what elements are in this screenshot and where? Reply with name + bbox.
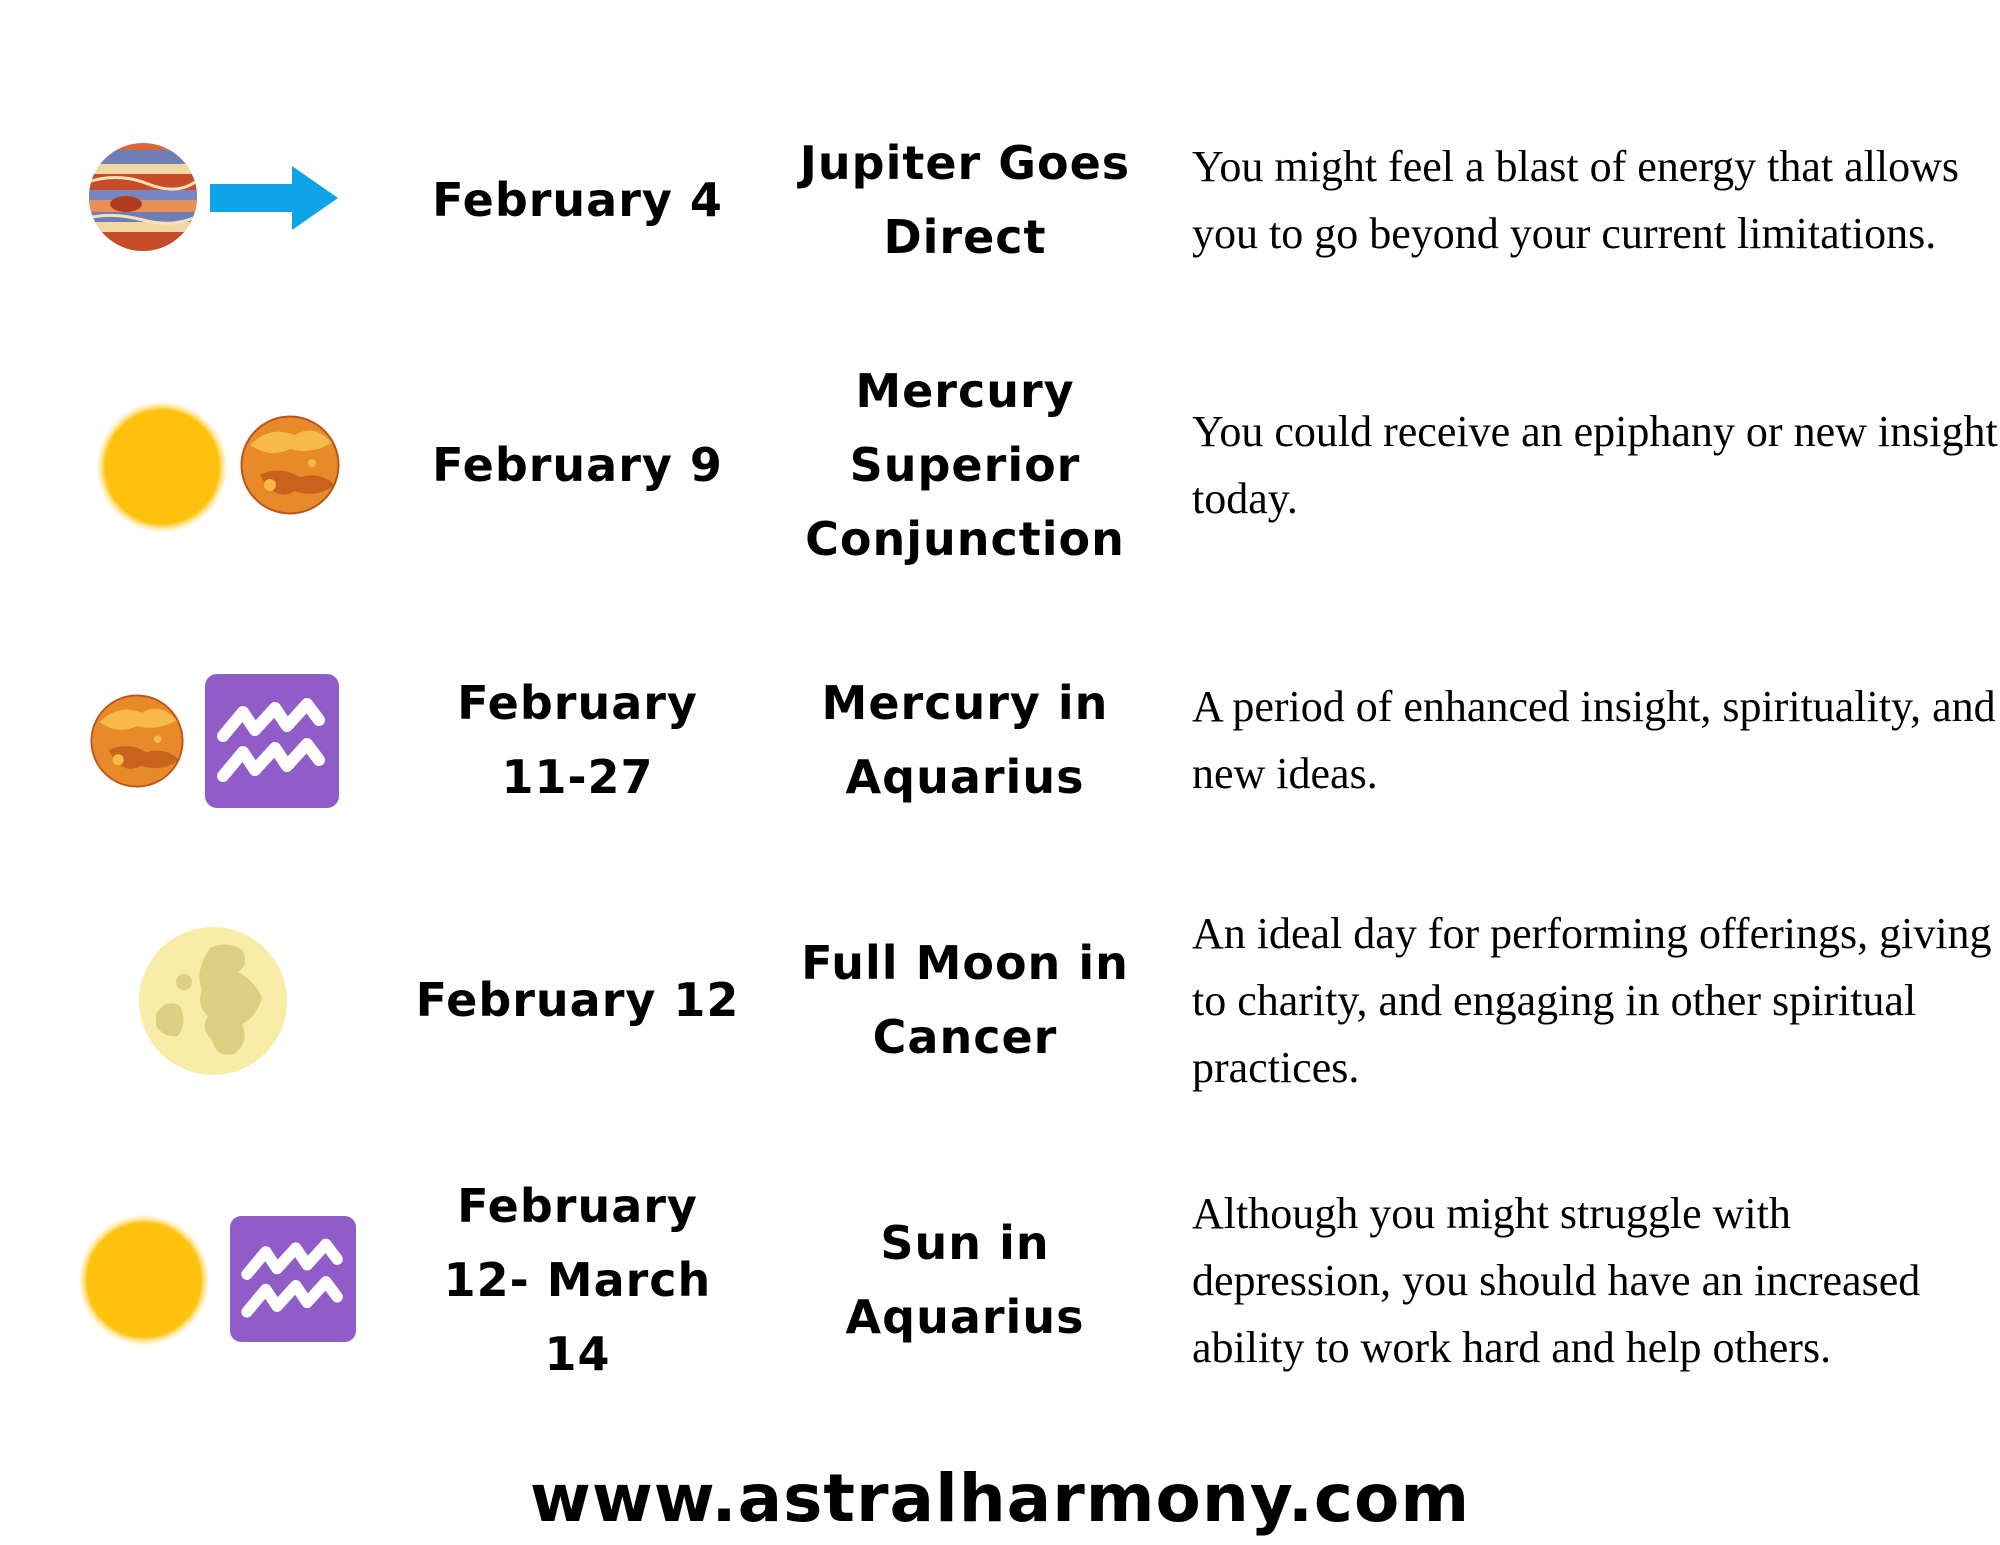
mercury-planet-icon <box>240 415 340 515</box>
row-icons <box>70 100 400 300</box>
event-description: You could receive an epiphany or new insight today. <box>1192 407 1998 523</box>
event-date: February 4 <box>432 173 723 227</box>
row-icons <box>70 1180 400 1380</box>
event-title: Mercury Superior Conjunction <box>805 364 1125 566</box>
event-date: February 12 <box>415 973 740 1027</box>
aquarius-sign-icon <box>205 674 339 808</box>
website-url: www.astralharmony.com <box>529 1460 1471 1537</box>
event-row <box>0 100 2000 300</box>
event-description: You might feel a blast of energy that allows you to go beyond your current limitations. <box>1192 142 1960 258</box>
event-title: Sun in Aquarius <box>845 1216 1085 1344</box>
event-row <box>0 640 2000 840</box>
event-row <box>0 355 2000 575</box>
sun-icon <box>78 1214 210 1346</box>
event-date: February 9 <box>432 438 723 492</box>
event-title: Jupiter Goes Direct <box>799 136 1131 264</box>
full-moon-icon <box>138 926 288 1076</box>
row-icons <box>70 355 400 575</box>
event-row <box>0 900 2000 1100</box>
row-icons <box>70 640 400 840</box>
event-date: February 12- March 14 <box>443 1179 712 1381</box>
event-description: Although you might struggle with depression, you should have an increased ability to work hard and help others. <box>1192 1188 1921 1372</box>
aquarius-sign-icon <box>230 1216 356 1342</box>
event-description: A period of enhanced insight, spirituality, and new ideas. <box>1192 682 1996 798</box>
row-icons <box>70 900 400 1100</box>
event-title: Full Moon in Cancer <box>801 936 1129 1064</box>
mercury-planet-icon <box>90 694 184 788</box>
event-description: An ideal day for performing offerings, giving to charity, and engaging in other spiritual practices. <box>1192 908 1992 1092</box>
arrow-right-icon <box>210 166 338 230</box>
jupiter-planet-icon <box>88 142 198 252</box>
event-date: February 11-27 <box>457 676 698 804</box>
event-title: Mercury in Aquarius <box>821 676 1109 804</box>
event-row <box>0 1180 2000 1380</box>
sun-icon <box>96 401 228 533</box>
